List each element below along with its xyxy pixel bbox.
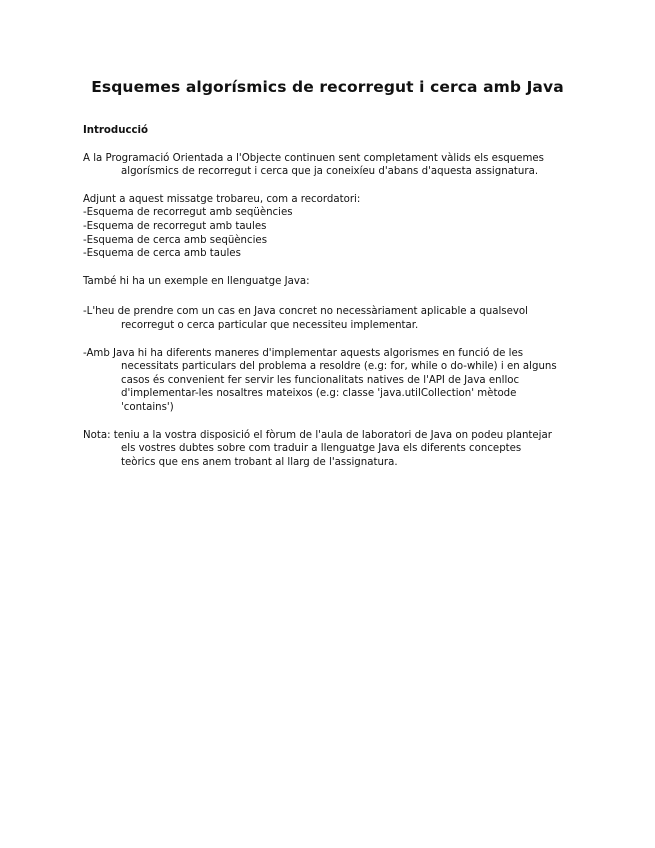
note-2-line-1: -Amb Java hi ha diferents maneres d'implementar aquests algorismes en funció de les bbox=[83, 347, 524, 359]
final-note-line-2: els vostres dubtes sobre com traduir a llenguatge Java els diferents conceptes bbox=[121, 443, 522, 455]
section-heading: Introducció bbox=[83, 125, 149, 136]
note-2-line-4: d'implementar-les nosaltres mateixos (e.g: classe 'java.utilCollection' mètode bbox=[121, 388, 517, 400]
intro-paragraph bbox=[83, 152, 583, 179]
note-2-line-2: necessitats particulars del problema a resoldre (e.g: for, while o do-while) i en alguns bbox=[121, 361, 557, 373]
note-2 bbox=[83, 347, 583, 415]
note-2-line-3: casos és convenient fer servir les funcionalitats natives de l'API de Java enlloc bbox=[121, 374, 520, 386]
final-note bbox=[83, 429, 583, 470]
final-note-line-1: Nota: teniu a la vostra disposició el fòrum de l'aula de laboratori de Java on podeu plantejar bbox=[83, 429, 552, 441]
attachment-item-4: -Esquema de cerca amb taules bbox=[83, 248, 241, 260]
attachment-item-1: -Esquema de recorregut amb seqüències bbox=[83, 207, 293, 219]
intro-line-2: algorísmics de recorregut i cerca que ja coneixíeu d'abans d'aquesta assignatura. bbox=[121, 166, 539, 178]
example-text: També hi ha un exemple en llenguatge Java: bbox=[83, 275, 310, 287]
example-line bbox=[83, 275, 583, 289]
note-2-line-5: 'contains') bbox=[121, 401, 174, 413]
document-body bbox=[83, 124, 583, 483]
note-1-line-1: -L'heu de prendre com un cas en Java concret no necessàriament aplicable a qualsevol bbox=[83, 306, 528, 318]
note-1 bbox=[83, 305, 583, 332]
final-note-line-3: teòrics que ens anem trobant al llarg de l'assignatura. bbox=[121, 456, 398, 468]
note-1-line-2: recorregut o cerca particular que necessiteu implementar. bbox=[121, 319, 419, 331]
attachment-intro: Adjunt a aquest missatge trobareu, com a recordatori: bbox=[83, 193, 361, 205]
attachment-item-3: -Esquema de cerca amb seqüències bbox=[83, 234, 268, 246]
attachment-section bbox=[83, 193, 583, 261]
page-title: Esquemes algorísmics de recorregut i cerca amb Java bbox=[91, 78, 564, 96]
intro-line-1: A la Programació Orientada a l'Objecte continuen sent completament vàlids els esquemes bbox=[83, 152, 544, 164]
attachment-item-2: -Esquema de recorregut amb taules bbox=[83, 220, 267, 232]
